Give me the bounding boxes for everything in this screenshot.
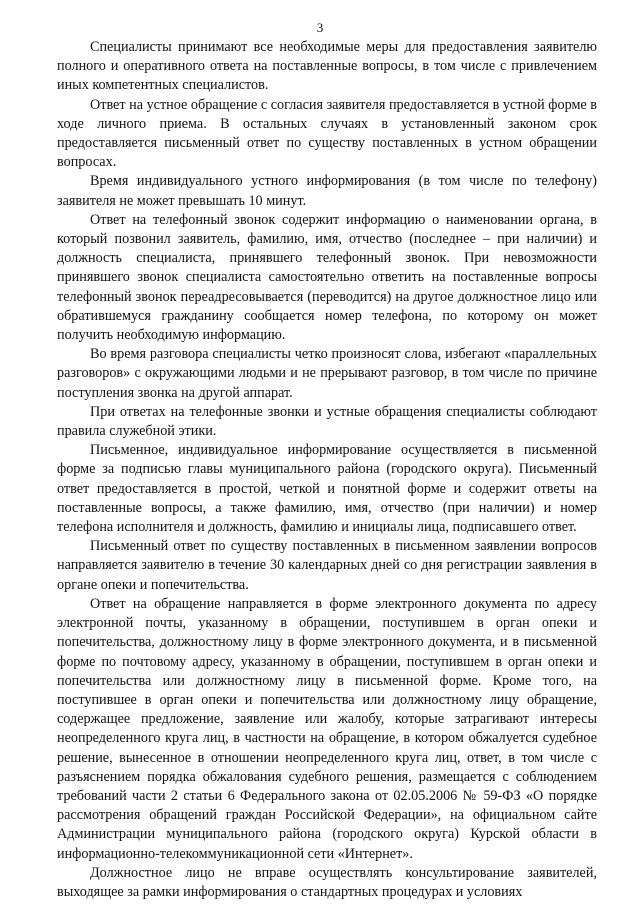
paragraph-written-informing: Письменное, индивидуальное информирование осуществляется в письменной форме за подписью главы муниципального района (городского округа). Письменный ответ предоставляется в простой, четкой и понятной форме и содержит ответы на поставленные вопросы, а также фамилию, имя, отчество (при наличии) и номер телефона исполнителя и должность, фамилию и инициалы лица, подписавшего ответ. (57, 442, 597, 536)
paragraph-written-answer-deadline: Письменный ответ по существу поставленных в письменном заявлении вопросов направляется заявителю в течение 30 календарных дней со дня регистрации заявления в органе опеки и попечительства. (57, 538, 597, 593)
paragraph-oral-info-time-limit: Время индивидуального устного информирования (в том числе по телефону) заявителя не может превышать 10 минут. (57, 173, 597, 209)
paragraph-phone-call-answer: Ответ на телефонный звонок содержит информацию о наименовании органа, в который позвонил заявитель, фамилию, имя, отчество (последнее – при наличии) и должность специалиста, принявшего телефонный звонок. При невозможности принявшего звонок специалиста самостоятельно ответить на поставленные вопросы телефонный звонок переадресовывается (переводится) на другое должностное лицо или обратившемуся гражданину сообщается номер телефона, по которому он может получить необходимую информацию. (57, 211, 597, 344)
paragraph-electronic-answer: Ответ на обращение направляется в форме электронного документа по адресу электронной почты, указанному в обращении, поступившем в орган опеки и попечительства, должностному лицу в форме электронного документа, и в письменной форме по почтовому адресу, указанному в обращении, поступившем в орган опеки и попечительства или должностному лицу в письменной форме. Кроме того, на поступившее в орган опеки и попечительства или должностному лицу обращение, содержащее предложение, заявление или жалобу, которые затрагивают интересы неопределенного круга лиц, в частности на обращение, в котором обжалуется судебное решение, вынесенное в отношении неопределенного круга лиц, ответ, в том числе с разъяснением порядка обжалования судебного решения, размещается с соблюдением требований части 2 статьи 6 Федерального закона от 02.05.2006 № 59-ФЗ «О порядке рассмотрения обращений граждан Российской Федерации», на официальном сайте Администрации муниципального района (городского округа) Курской области в информационно-телекоммуникационной сети «Интернет». (57, 595, 597, 862)
paragraph-service-ethics: При ответах на телефонные звонки и устные обращения специалисты соблюдают правила служебной этики. (57, 403, 597, 440)
page-number: 3 (316, 20, 324, 35)
paragraph-conversation-rules: Во время разговора специалисты четко произносят слова, избегают «параллельных разговоров» с окружающими людьми и не прерывают разговор, в том числе по причине поступления звонка на другой аппарат. (57, 346, 597, 401)
paragraph-oral-request-answer: Ответ на устное обращение с согласия заявителя предоставляется в устной форме в ходе личного приема. В остальных случаях в установленный законом срок предоставляется письменный ответ по существу поставленных в устном обращении вопросах. (57, 96, 597, 171)
document-body (57, 38, 597, 902)
paragraph-specialists-measures: Специалисты принимают все необходимые меры для предоставления заявителю полного и оперативного ответа на поставленные вопросы, в том числе с привлечением иных компетентных специалистов. (57, 39, 597, 94)
paragraph-official-consulting-limit: Должностное лицо не вправе осуществлять консультирование заявителей, выходящее за рамки информирования о стандартных процедурах и условиях (57, 864, 597, 900)
